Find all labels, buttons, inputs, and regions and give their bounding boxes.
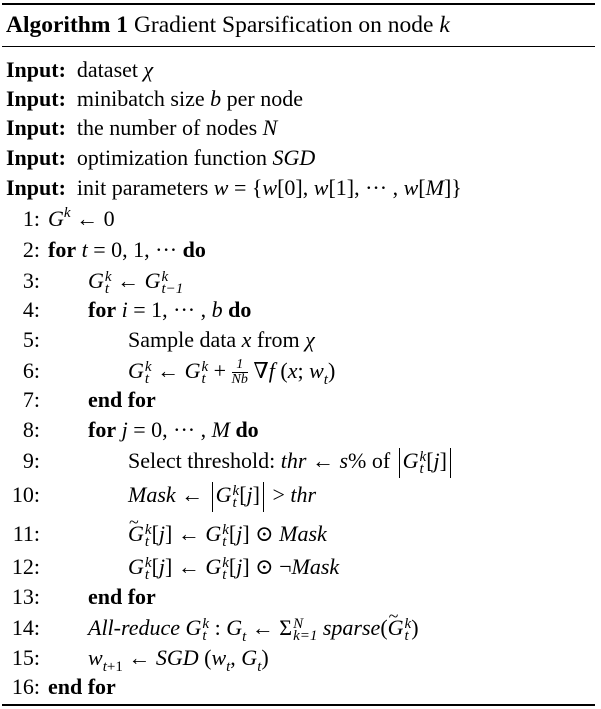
for-keyword: for — [88, 417, 117, 442]
do-keyword: do — [235, 417, 259, 442]
step-number: 6: — [22, 358, 40, 383]
input-line: Input: init parameters w = {w[0], w[1], ··· , w[M]} — [6, 175, 462, 200]
end-for-keyword: end for — [88, 584, 156, 609]
step-number: 15: — [11, 645, 40, 670]
step-number: 3: — [22, 268, 40, 293]
input-keyword: Input: — [6, 115, 66, 140]
top-rule — [2, 3, 595, 5]
input-line: Input: minibatch size b per node — [6, 86, 303, 111]
step-number: 7: — [22, 387, 40, 412]
step-number: 2: — [22, 237, 40, 262]
input-keyword: Input: — [6, 57, 66, 82]
step-number: 16: — [11, 674, 40, 699]
step-number: 9: — [22, 448, 40, 473]
step-number: 14: — [11, 615, 40, 640]
input-keyword: Input: — [6, 86, 66, 111]
for-keyword: for — [88, 297, 117, 322]
for-keyword: for — [48, 237, 77, 262]
do-keyword: do — [228, 297, 252, 322]
algorithm-title — [6, 6, 450, 44]
end-for-keyword: end for — [88, 387, 156, 412]
step-number: 8: — [22, 417, 40, 442]
step-number: 10: — [11, 482, 40, 507]
input-line: Input: optimization function SGD — [6, 145, 316, 170]
algorithm-name: Gradient Sparsification on node — [133, 12, 440, 38]
input-keyword: Input: — [6, 145, 66, 170]
algorithm-node-var: k — [439, 12, 450, 38]
step-number: 4: — [22, 297, 40, 322]
step-number: 5: — [22, 327, 40, 352]
bottom-rule — [2, 704, 595, 706]
input-keyword: Input: — [6, 175, 66, 200]
step-number: 1: — [22, 206, 40, 231]
algorithm-label: Algorithm 1 — [6, 12, 129, 38]
input-line: Input: the number of nodes N — [6, 115, 278, 140]
step-number: 13: — [11, 584, 40, 609]
input-line: Input: dataset χ — [6, 57, 154, 82]
step-number: 12: — [11, 554, 40, 579]
title-rule — [2, 46, 595, 47]
step-number: 11: — [12, 521, 40, 546]
do-keyword: do — [182, 237, 206, 262]
end-for-keyword: end for — [48, 674, 116, 699]
